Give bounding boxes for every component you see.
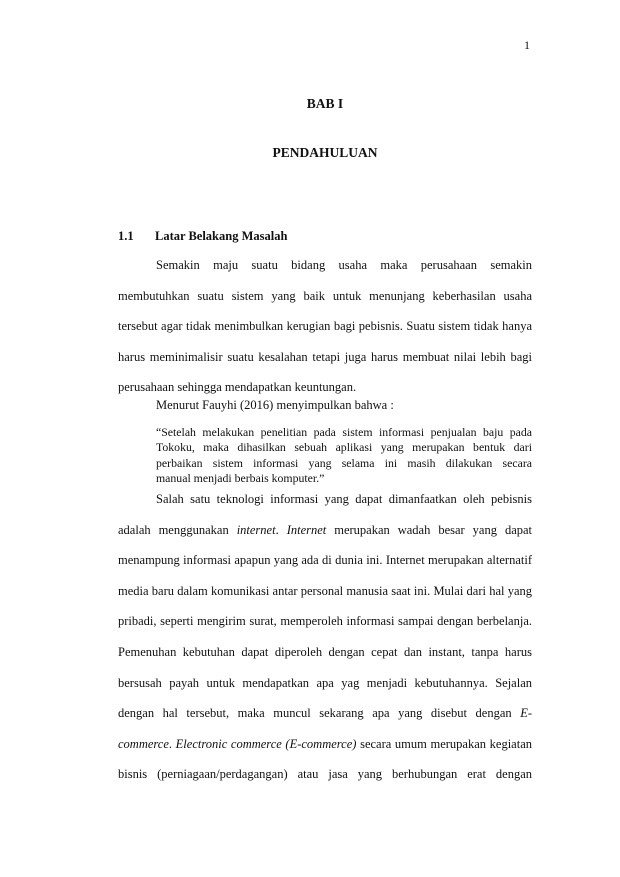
text-run: . (168, 736, 176, 751)
quote-line: perbaikan sistem informasi yang selama ini masih dilakukan secara (156, 455, 532, 470)
chapter-title: PENDAHULUAN (272, 145, 378, 160)
paragraph-line: menampung informasi apapun yang ada di dunia ini. Internet merupakan alternatif (118, 553, 532, 568)
text-run: . (275, 522, 287, 537)
citation-intro: Menurut Fauyhi (2016) menyimpulkan bahwa : (156, 398, 394, 412)
paragraph-line (118, 729, 532, 760)
text-run: adalah menggunakan (118, 522, 237, 537)
chapter-number: BAB I (306, 96, 344, 111)
paragraph-line: bersusah payah untuk mendapatkan apa yag menjadi kebutuhannya. Sejalan (118, 675, 532, 690)
italic-term: commerce (118, 736, 169, 751)
italic-term: Electronic commerce (E-commerce) (175, 736, 357, 751)
section-title: Latar Belakang Masalah (155, 229, 288, 243)
paragraph-2 (118, 484, 532, 790)
paragraph-line: bisnis (perniagaan/perdagangan) atau jasa yang berhubungan erat dengan (118, 767, 532, 782)
page-number: 1 (524, 38, 530, 52)
paragraph-line: pribadi, seperti mengirim surat, memperoleh informasi sampai dengan berbelanja. (118, 614, 532, 629)
paragraph-line: tersebut agar tidak menimbulkan kerugian bagi pebisnis. Suatu sistem tidak hanya (118, 319, 532, 334)
paragraph-line: media baru dalam komunikasi antar personal manusia saat ini. Mulai dari hal yang (118, 583, 532, 598)
section-number: 1.1 (118, 229, 134, 243)
italic-term: internet (236, 522, 276, 537)
block-quote (156, 425, 532, 486)
quote-line: manual menjadi berbais komputer.” (156, 470, 325, 485)
paragraph-line (118, 698, 532, 729)
section-heading (118, 229, 287, 244)
text-run: merupakan wadah besar yang dapat (326, 522, 533, 537)
paragraph-line (118, 515, 532, 546)
italic-term: E- (520, 706, 532, 721)
quote-line: “Setelah melakukan penelitian pada sistem informasi penjualan baju pada (156, 425, 532, 439)
italic-term: Internet (286, 522, 327, 537)
paragraph-line: Salah satu teknologi informasi yang dapat dimanfaatkan oleh pebisnis (156, 492, 532, 506)
paragraph-line: Pemenuhan kebutuhan dapat diperoleh dengan cepat dan instant, tanpa harus (118, 644, 532, 659)
quote-line: Tokoku, maka dihasilkan sebuah aplikasi yang merupakan bentuk dari (156, 440, 532, 455)
text-run: secara umum merupakan kegiatan (356, 736, 532, 751)
paragraph-1 (118, 250, 532, 403)
paragraph-line: membutuhkan suatu sistem yang baik untuk menunjang keberhasilan usaha (118, 288, 532, 303)
paragraph-line: Semakin maju suatu bidang usaha maka perusahaan semakin (156, 258, 532, 272)
paragraph-line: harus meminimalisir suatu kesalahan tetapi juga harus membuat nilai lebih bagi (118, 349, 532, 364)
text-run: dengan hal tersebut, maka muncul sekarang apa yang disebut dengan (118, 706, 521, 721)
paragraph-line: perusahaan sehingga mendapatkan keuntungan. (118, 380, 357, 395)
